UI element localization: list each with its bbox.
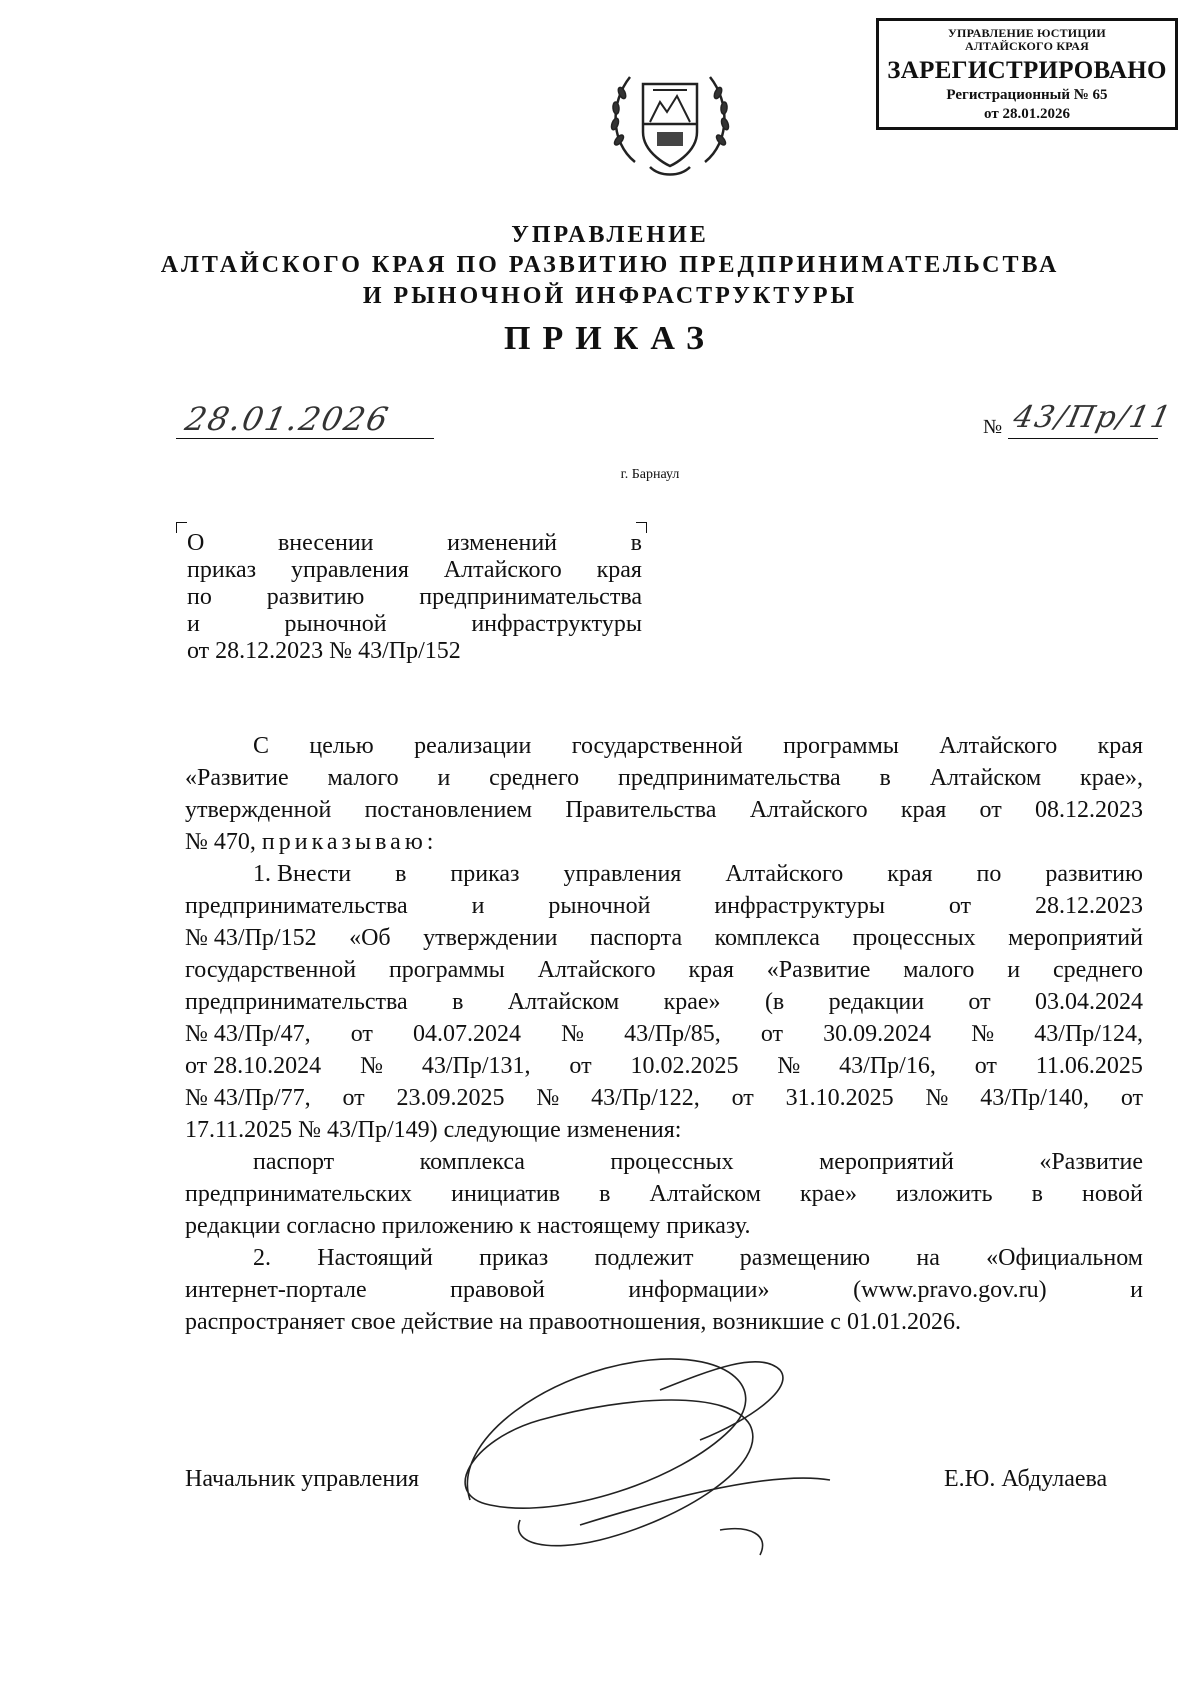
stamp-org-line2: АЛТАЙСКОГО КРАЯ (965, 39, 1089, 53)
body-line: С целью реализации государственной программы Алтайского края (253, 733, 1143, 759)
registration-stamp (876, 18, 1178, 130)
city: г. Барнаул (620, 467, 680, 482)
body-line: 2. Настоящий приказ подлежит размещению на «Официальном (253, 1245, 1143, 1271)
header-line2: АЛТАЙСКОГО КРАЯ ПО РАЗВИТИЮ ПРЕДПРИНИМАТЕЛЬСТВА (160, 252, 1060, 278)
handwritten-signature (430, 1330, 860, 1580)
body-line: «Развитие малого и среднего предпринимательства в Алтайском крае», (185, 765, 1143, 791)
header-line1: УПРАВЛЕНИЕ (511, 222, 709, 248)
body-line: № 43/Пр/77, от 23.09.2025 № 43/Пр/122, от 31.10.2025 № 43/Пр/140, от (185, 1085, 1143, 1111)
body-line: распространяет свое действие на правоотношения, возникшие с 01.01.2026. (185, 1309, 961, 1335)
body-line: 17.11.2025 № 43/Пр/149) следующие изменения: (185, 1117, 682, 1143)
body-line: редакции согласно приложению к настоящему приказу. (185, 1213, 751, 1239)
body-line: государственной программы Алтайского края «Развитие малого и среднего (185, 957, 1143, 983)
subject-line: и рыночной инфраструктуры (187, 611, 642, 637)
subject-line: от 28.12.2023 № 43/Пр/152 (187, 638, 461, 664)
header-line3: И РЫНОЧНОЙ ИНФРАСТРУКТУРЫ (362, 283, 858, 309)
stamp-reg-date: от 28.01.2026 (984, 106, 1070, 122)
subject-line: О внесении изменений в (187, 530, 642, 556)
stamp-org-line1: УПРАВЛЕНИЕ ЮСТИЦИИ (948, 26, 1106, 40)
signatory-name: Е.Ю. Абдулаева (944, 1466, 1108, 1492)
body-line: предпринимательства в Алтайском крае» (в редакции от 03.04.2024 (185, 989, 1143, 1015)
subject-block (187, 530, 642, 665)
body-line: № 43/Пр/152 «Об утверждении паспорта комплекса процессных мероприятий (185, 925, 1143, 951)
body-line: интернет-портале правовой информации» (www.pravo.gov.ru) и (185, 1277, 1143, 1303)
body-line: № 43/Пр/47, от 04.07.2024 № 43/Пр/85, от 30.09.2024 № 43/Пр/124, (185, 1021, 1143, 1047)
document-type-title: ПРИКАЗ (504, 320, 716, 357)
number-sign: № (983, 416, 1003, 438)
stamp-status: ЗАРЕГИСТРИРОВАНО (887, 57, 1167, 84)
subject-corner-left (176, 522, 187, 533)
document-number: 43/Пр/11 (1010, 400, 1176, 435)
document-body (185, 730, 1143, 1338)
document-date: 28.01.2026 (181, 400, 394, 438)
body-line: предпринимательства и рыночной инфраструктуры от 28.12.2023 (185, 893, 1143, 919)
body-line: утвержденной постановлением Правительства Алтайского края от 08.12.2023 (185, 797, 1143, 823)
altai-krai-coat-of-arms-icon (605, 62, 735, 182)
number-underline (1008, 438, 1158, 439)
signatory-position: Начальник управления (185, 1466, 420, 1492)
order-word: приказываю: (261, 829, 438, 855)
body-line: от 28.10.2024 № 43/Пр/131, от 10.02.2025 № 43/Пр/16, от 11.06.2025 (185, 1053, 1143, 1079)
body-line: 1. Внести в приказ управления Алтайского края по развитию (253, 861, 1143, 887)
subject-line: приказ управления Алтайского края (187, 557, 642, 583)
body-line: предпринимательских инициатив в Алтайском крае» изложить в новой (185, 1181, 1143, 1207)
body-line: № 470, приказываю: (185, 829, 438, 855)
subject-line: по развитию предпринимательства (187, 584, 642, 610)
stamp-reg-number: Регистрационный № 65 (946, 87, 1108, 103)
date-underline (176, 438, 434, 439)
body-line: паспорт комплекса процессных мероприятий «Развитие (253, 1149, 1143, 1175)
